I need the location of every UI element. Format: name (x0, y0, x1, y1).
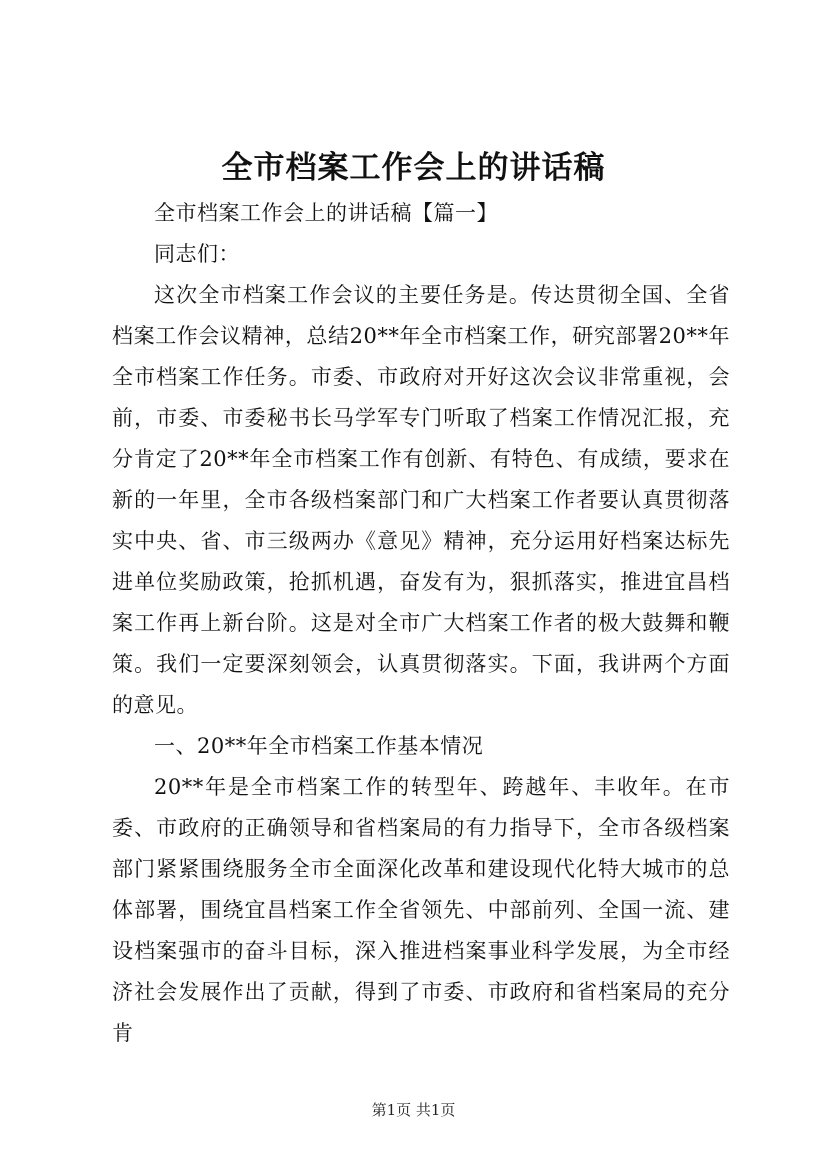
body-paragraph: 20**年是全市档案工作的转型年、跨越年、丰收年。在市委、市政府的正确领导和省档案局的有力指导下，全市各级档案部门紧紧围绕服务全市全面深化改革和建设现代化特大城市的总体部署，围绕宜昌档案工作全省领先、中部前列、全国一流、建设档案强市的奋斗目标，深入推进档案事业科学发展，为全市经济社会发展作出了贡献，得到了市委、市政府和省档案局的充分肯 (112, 775, 730, 1045)
body-paragraph: 这次全市档案工作会议的主要任务是。传达贯彻全国、全省档案工作会议精神，总结20**年全市档案工作，研究部署20**年全市档案工作任务。市委、市政府对开好这次会议非常重视，会前，市委、市委秘书长马学军专门听取了档案工作情况汇报，充分肯定了20**年全市档案工作有创新、有特色、有成绩，要求在新的一年里，全市各级档案部门和广大档案工作者要认真贯彻落实中央、省、市三级两办《意见》精神，充分运用好档案达标先进单位奖励政策，抢抓机遇，奋发有为，狠抓落实，推进宜昌档案工作再上新台阶。这是对全市广大档案工作者的极大鼓舞和鞭策。我们一定要深刻领会，认真贯彻落实。下面，我讲两个方面的意见。 (112, 283, 730, 717)
section-heading: 全市档案工作会上的讲话稿【篇一】 (154, 201, 498, 225)
document-title: 全市档案工作会上的讲话稿 (221, 150, 606, 186)
salutation: 同志们： (154, 242, 240, 266)
page-footer: 第1页 共1页 (371, 1101, 456, 1119)
subsection-heading: 一、20**年全市档案工作基本情况 (154, 734, 484, 758)
document-body (112, 193, 730, 1054)
